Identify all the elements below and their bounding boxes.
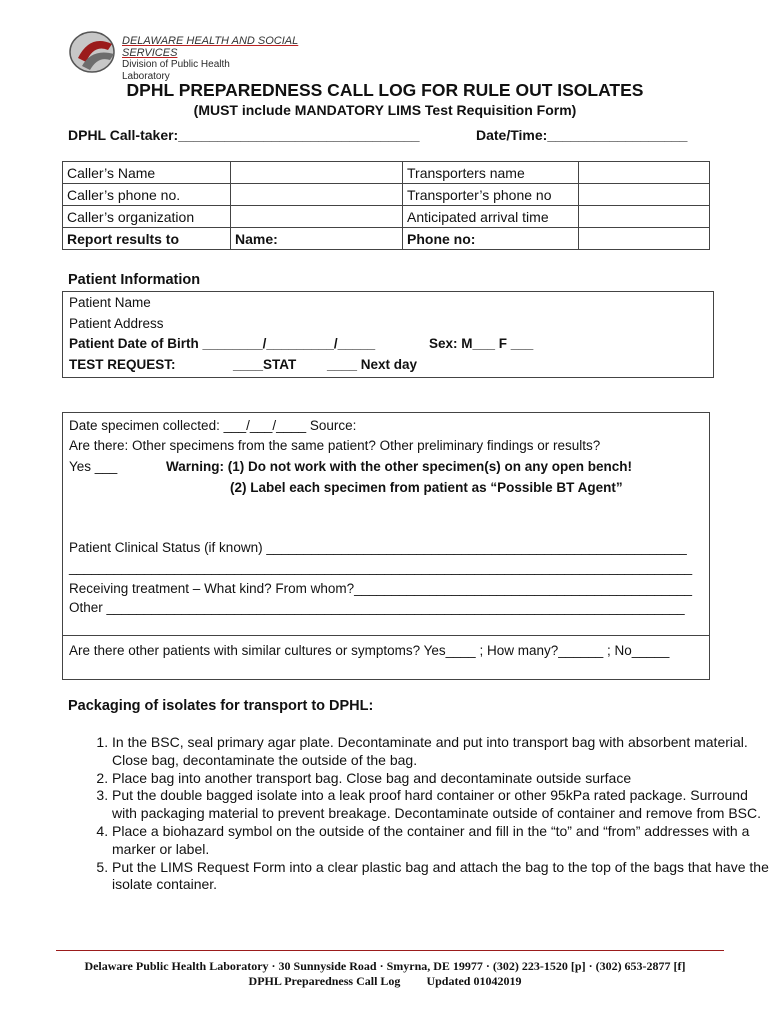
- report-phone-cell[interactable]: [579, 228, 710, 250]
- footer-address: Delaware Public Health Laboratory · 30 Sunnyside Road · Smyrna, DE 19977 · (302) 223-1520 [p] · (302) 653-2877 [f]: [84, 959, 686, 973]
- packaging-step: 4. Place a biohazard symbol on the outside of the container and fill in the “to” and “from” addresses with a marker or label.: [112, 823, 770, 859]
- specimen-divider: [63, 635, 709, 636]
- yes-field[interactable]: Yes ___: [69, 459, 118, 474]
- report-name-cell[interactable]: Name:: [231, 228, 403, 250]
- packaging-step: 3. Put the double bagged isolate into a leak proof hard container or other 95kPa rated package. Surround with packaging material to prevent breakage. Decontaminate outside of container and remove from BSC.: [112, 787, 770, 823]
- caller-phone-cell[interactable]: [231, 184, 403, 206]
- transporter-phone-label: Transporter’s phone no: [403, 184, 579, 206]
- patient-sex-field[interactable]: Sex: M___ F ___: [429, 336, 534, 351]
- next-day-option[interactable]: ____ Next day: [327, 357, 418, 372]
- footer-updated: Updated 01042019: [426, 974, 522, 988]
- clinical-status-field[interactable]: Patient Clinical Status (if known) ________________________________________________________: [69, 540, 687, 555]
- caller-table: [62, 161, 710, 250]
- caller-org-cell[interactable]: [231, 206, 403, 228]
- packaging-steps: [72, 734, 770, 894]
- stat-option[interactable]: ____STAT: [233, 357, 297, 372]
- packaging-step: 1. In the BSC, seal primary agar plate. Decontaminate and put into transport bag with absorbent material. Close bag, decontaminate the outside of the bag.: [112, 734, 770, 770]
- clinical-status-line-2[interactable]: ___________________________________________________________________________________: [69, 560, 693, 575]
- packaging-step: 2. Place bag into another transport bag. Close bag and decontaminate outside surface: [112, 770, 770, 788]
- caller-org-label: Caller’s organization: [63, 206, 231, 228]
- treatment-field[interactable]: Receiving treatment – What kind? From whom?_____________________________________________: [69, 581, 692, 596]
- arrival-time-cell[interactable]: [579, 206, 710, 228]
- caller-name-cell[interactable]: [231, 162, 403, 184]
- report-results-label: Report results to: [63, 228, 231, 250]
- patient-address-field[interactable]: Patient Address: [69, 316, 164, 331]
- patient-info-heading: Patient Information: [68, 272, 201, 288]
- patient-name-field[interactable]: Patient Name: [69, 295, 151, 310]
- report-phone-label: Phone no:: [403, 228, 579, 250]
- footer-rule: [56, 950, 724, 951]
- calltaker-field[interactable]: DPHL Call-taker:_______________________________: [68, 127, 420, 143]
- page-subtitle: (MUST include MANDATORY LIMS Test Requisition Form): [193, 102, 577, 118]
- specimen-collected-field[interactable]: Date specimen collected: ___/___/____ Source:: [69, 418, 357, 433]
- logo-org-line-1: DELAWARE HEALTH AND SOCIAL SERVICES: [122, 35, 299, 59]
- packaging-step: 5. Put the LIMS Request Form into a clear plastic bag and attach the bag to the top of the bags that have the isolate container.: [112, 859, 770, 895]
- warning-line-2: (2) Label each specimen from patient as “Possible BT Agent”: [230, 480, 623, 495]
- arrival-time-label: Anticipated arrival time: [403, 206, 579, 228]
- caller-name-label: Caller’s Name: [63, 162, 231, 184]
- page-title: DPHL PREPAREDNESS CALL LOG FOR RULE OUT ISOLATES: [126, 80, 644, 100]
- packaging-heading: Packaging of isolates for transport to DPHL:: [68, 698, 374, 714]
- logo-org-line-2: Division of Public Health: [122, 59, 230, 70]
- caller-phone-label: Caller’s phone no.: [63, 184, 231, 206]
- other-specimens-question: Are there: Other specimens from the same patient? Other preliminary findings or results?: [69, 438, 601, 453]
- dhss-emblem-icon: [68, 28, 120, 76]
- logo-org-line-3: Laboratory: [122, 70, 170, 82]
- warning-line-1: Warning: (1) Do not work with the other specimen(s) on any open bench!: [166, 459, 633, 474]
- patient-dob-field[interactable]: Patient Date of Birth ________/_________/_____: [69, 336, 376, 351]
- patient-info-box: [62, 291, 714, 378]
- similar-patients-question[interactable]: Are there other patients with similar cultures or symptoms? Yes____ ; How many?______ ; No_____: [69, 643, 670, 658]
- footer-meta: [0, 974, 770, 989]
- transporter-phone-cell[interactable]: [579, 184, 710, 206]
- other-field[interactable]: Other _____________________________________________________________________________: [69, 600, 685, 615]
- test-request-label: TEST REQUEST:: [69, 357, 176, 372]
- specimen-box: [62, 412, 710, 680]
- transporter-name-cell[interactable]: [579, 162, 710, 184]
- transporter-name-label: Transporters name: [403, 162, 579, 184]
- footer-doc-name: DPHL Preparedness Call Log: [248, 974, 401, 988]
- dhss-logo: [68, 28, 338, 82]
- datetime-field[interactable]: Date/Time:__________________: [476, 127, 688, 143]
